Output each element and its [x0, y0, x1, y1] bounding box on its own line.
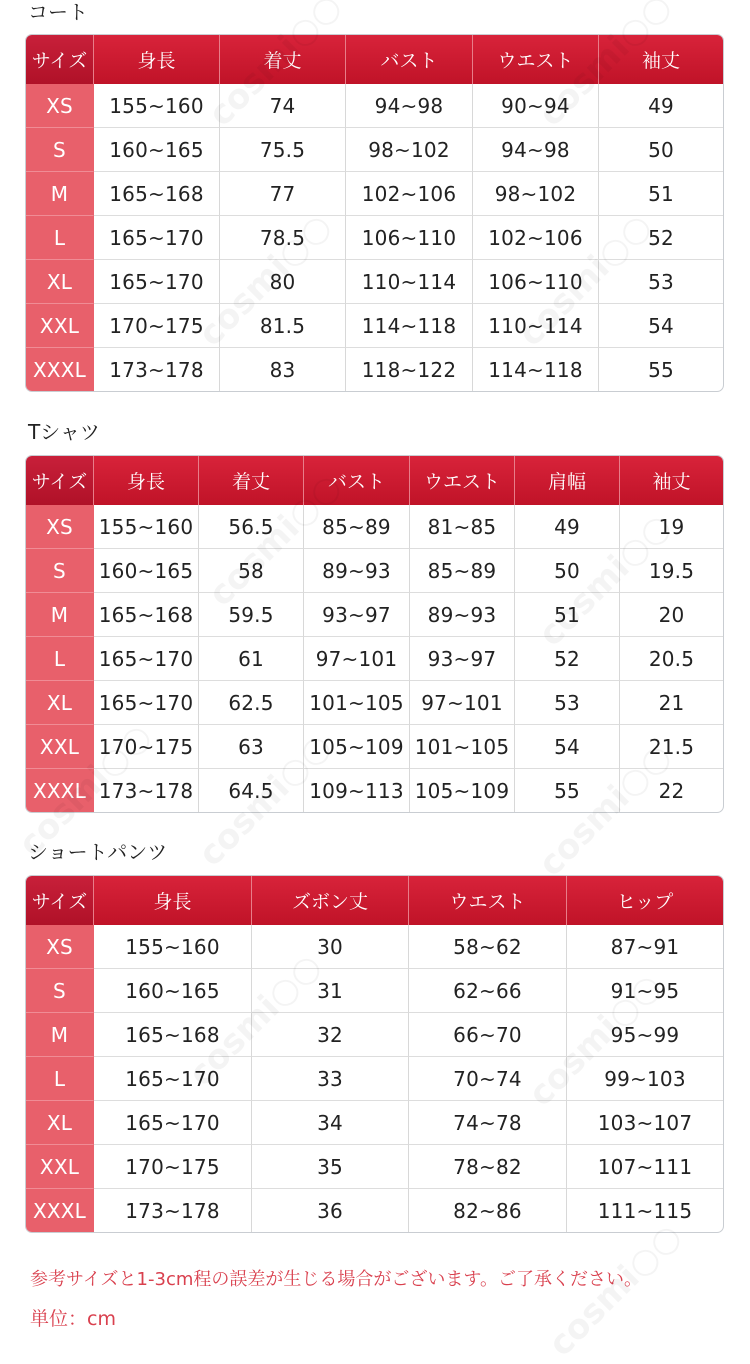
measurement-cell: 31 [252, 968, 409, 1012]
measurement-cell: 103~107 [567, 1100, 723, 1144]
measurement-cell: 102~106 [473, 215, 599, 259]
measurement-cell: 32 [252, 1012, 409, 1056]
column-header: サイズ [26, 876, 94, 925]
column-header: サイズ [26, 456, 94, 505]
measurement-cell: 110~114 [346, 259, 473, 303]
measurement-cell: 93~97 [410, 636, 515, 680]
column-header: ズボン丈 [252, 876, 409, 925]
measurement-cell: 53 [515, 680, 620, 724]
tshirt-section-title: Tシャツ [28, 420, 100, 444]
measurement-cell: 111~115 [567, 1188, 723, 1232]
measurement-cell: 64.5 [199, 768, 304, 812]
measurement-cell: 165~168 [94, 171, 220, 215]
measurement-cell: 110~114 [473, 303, 599, 347]
measurement-cell: 106~110 [346, 215, 473, 259]
measurement-cell: 97~101 [410, 680, 515, 724]
measurement-cell: 50 [515, 548, 620, 592]
measurement-cell: 66~70 [409, 1012, 567, 1056]
measurement-cell: 85~89 [410, 548, 515, 592]
measurement-cell: 165~170 [94, 680, 199, 724]
table-row [26, 215, 723, 259]
measurement-cell: 58~62 [409, 925, 567, 968]
measurement-cell: 62~66 [409, 968, 567, 1012]
measurement-cell: 82~86 [409, 1188, 567, 1232]
measurement-cell: 98~102 [346, 127, 473, 171]
measurement-cell: 165~170 [94, 636, 199, 680]
measurement-cell: 165~168 [94, 1012, 252, 1056]
column-header: 袖丈 [599, 35, 723, 84]
measurement-cell: 105~109 [410, 768, 515, 812]
measurement-cell: 51 [599, 171, 723, 215]
measurement-cell: 19 [658, 514, 685, 539]
column-header: 着丈 [199, 456, 304, 505]
measurement-cell: 155~160 [94, 925, 252, 968]
measurement-cell: 160~165 [94, 968, 252, 1012]
measurement-cell: 160~165 [94, 548, 199, 592]
measurement-cell: 101~105 [410, 724, 515, 768]
measurement-cell: 77 [220, 171, 346, 215]
measurement-cell: 106~110 [473, 259, 599, 303]
measurement-cell: 50 [599, 127, 723, 171]
measurement-cell: 102~106 [346, 171, 473, 215]
measurement-cell: 89~93 [304, 548, 410, 592]
table-row [26, 505, 723, 548]
measurement-cell: 85~89 [304, 505, 410, 548]
column-header: 着丈 [220, 35, 346, 84]
table-row [26, 1144, 723, 1188]
table-row [26, 127, 723, 171]
table-row [26, 1056, 723, 1100]
measurement-cell: 118~122 [346, 347, 473, 391]
measurement-cell: 81~85 [410, 505, 515, 548]
column-header: ウエスト [409, 876, 567, 925]
measurement-cell: 94~98 [346, 84, 473, 127]
measurement-cell: 62.5 [199, 680, 304, 724]
measurement-cell: 109~113 [304, 768, 410, 812]
measurement-cell: 53 [599, 259, 723, 303]
measurement-cell: 165~170 [94, 1056, 252, 1100]
table-row [26, 925, 723, 968]
size-label-cell: XS [26, 925, 94, 968]
measurement-cell: 78~82 [409, 1144, 567, 1188]
measurement-cell: 114~118 [346, 303, 473, 347]
table-row [26, 171, 723, 215]
measurement-cell: 21 [620, 680, 723, 724]
measurement-cell: 87~91 [610, 934, 680, 959]
size-label-cell: S [26, 127, 94, 171]
size-disclaimer-note: 参考サイズと1-3cm程の誤差が生じる場合がございます。ご了承ください。 [30, 1269, 642, 1290]
measurement-cell: 63 [199, 724, 304, 768]
size-label-cell: S [26, 968, 94, 1012]
measurement-cell: 33 [252, 1056, 409, 1100]
size-label-cell: XXL [26, 724, 94, 768]
measurement-cell: 34 [252, 1100, 409, 1144]
measurement-cell: 55 [599, 347, 723, 391]
measurement-cell: 54 [599, 303, 723, 347]
column-header: 肩幅 [515, 456, 620, 505]
size-label-cell: XXXL [26, 768, 94, 812]
size-label-cell: XXL [26, 1144, 94, 1188]
coat-size-table [25, 34, 724, 392]
measurement-cell: 98~102 [473, 171, 599, 215]
tshirt-size-table [25, 455, 724, 813]
measurement-cell: 78.5 [220, 215, 346, 259]
column-header: サイズ [26, 35, 94, 84]
column-header: バスト [304, 456, 410, 505]
measurement-cell: 81.5 [220, 303, 346, 347]
size-label-cell: XS [26, 84, 94, 127]
measurement-cell: 105~109 [304, 724, 410, 768]
size-label-cell: S [26, 548, 94, 592]
column-header: 身長 [94, 35, 220, 84]
measurement-cell: 90~94 [473, 84, 599, 127]
measurement-cell: 80 [220, 259, 346, 303]
measurement-cell: 59.5 [199, 592, 304, 636]
coat-section-title: コート [28, 0, 88, 24]
measurement-cell: 19.5 [620, 548, 723, 592]
measurement-cell: 58 [199, 548, 304, 592]
measurement-cell: 94~98 [473, 127, 599, 171]
measurement-cell: 75.5 [220, 127, 346, 171]
measurement-cell: 155~160 [94, 84, 220, 127]
column-header: ヒップ [567, 876, 723, 925]
column-header: 身長 [94, 456, 199, 505]
table-row [26, 768, 723, 812]
table-header-row [26, 35, 723, 84]
measurement-cell: 21.5 [620, 724, 723, 768]
size-label-cell: L [26, 215, 94, 259]
measurement-cell: 165~170 [94, 1100, 252, 1144]
table-row [26, 548, 723, 592]
measurement-cell: 95~99 [567, 1012, 723, 1056]
table-row [26, 636, 723, 680]
table-row [26, 347, 723, 391]
table-row [26, 303, 723, 347]
size-label-cell: XXL [26, 303, 94, 347]
measurement-cell: 91~95 [567, 968, 723, 1012]
measurement-cell: 165~168 [94, 592, 199, 636]
measurement-cell: 101~105 [304, 680, 410, 724]
measurement-cell: 49 [515, 505, 620, 548]
measurement-cell: 173~178 [94, 768, 199, 812]
measurement-cell: 61 [199, 636, 304, 680]
measurement-cell: 51 [515, 592, 620, 636]
measurement-cell: 49 [648, 93, 674, 118]
shorts-section-title: ショートパンツ [28, 840, 168, 864]
measurement-cell: 93~97 [304, 592, 410, 636]
measurement-cell: 70~74 [409, 1056, 567, 1100]
column-header: ウエスト [410, 456, 515, 505]
table-row [26, 968, 723, 1012]
table-header-row [26, 456, 723, 505]
size-label-cell: XXXL [26, 1188, 94, 1232]
column-header: 袖丈 [620, 456, 723, 505]
table-row [26, 724, 723, 768]
measurement-cell: 170~175 [94, 1144, 252, 1188]
measurement-cell: 89~93 [410, 592, 515, 636]
column-header: バスト [346, 35, 473, 84]
measurement-cell: 114~118 [473, 347, 599, 391]
measurement-cell: 173~178 [94, 1188, 252, 1232]
table-row [26, 259, 723, 303]
measurement-cell: 36 [252, 1188, 409, 1232]
unit-note: 単位：cm [30, 1308, 116, 1330]
measurement-cell: 20.5 [620, 636, 723, 680]
measurement-cell: 56.5 [199, 505, 304, 548]
size-label-cell: M [26, 171, 94, 215]
column-header: 身長 [94, 876, 252, 925]
measurement-cell: 74 [220, 84, 346, 127]
measurement-cell: 54 [515, 724, 620, 768]
measurement-cell: 35 [252, 1144, 409, 1188]
measurement-cell: 97~101 [304, 636, 410, 680]
measurement-cell: 107~111 [567, 1144, 723, 1188]
measurement-cell: 20 [620, 592, 723, 636]
size-label-cell: XS [26, 505, 94, 548]
measurement-cell: 52 [599, 215, 723, 259]
measurement-cell: 22 [620, 768, 723, 812]
measurement-cell: 52 [515, 636, 620, 680]
measurement-cell: 165~170 [94, 215, 220, 259]
measurement-cell: 55 [515, 768, 620, 812]
measurement-cell: 170~175 [94, 724, 199, 768]
measurement-cell: 170~175 [94, 303, 220, 347]
table-row [26, 1100, 723, 1144]
shorts-size-table [25, 875, 724, 1233]
table-row [26, 1012, 723, 1056]
table-header-row [26, 876, 723, 925]
size-label-cell: M [26, 592, 94, 636]
table-row [26, 84, 723, 127]
table-row [26, 1188, 723, 1232]
measurement-cell: 99~103 [567, 1056, 723, 1100]
size-label-cell: L [26, 636, 94, 680]
table-row [26, 680, 723, 724]
measurement-cell: 160~165 [94, 127, 220, 171]
measurement-cell: 74~78 [409, 1100, 567, 1144]
measurement-cell: 83 [220, 347, 346, 391]
measurement-cell: 173~178 [94, 347, 220, 391]
measurement-cell: 155~160 [94, 505, 199, 548]
size-label-cell: L [26, 1056, 94, 1100]
size-label-cell: XL [26, 259, 94, 303]
measurement-cell: 30 [252, 925, 409, 968]
size-label-cell: XL [26, 680, 94, 724]
table-row [26, 592, 723, 636]
size-label-cell: M [26, 1012, 94, 1056]
size-label-cell: XXXL [26, 347, 94, 391]
column-header: ウエスト [473, 35, 599, 84]
size-label-cell: XL [26, 1100, 94, 1144]
measurement-cell: 165~170 [94, 259, 220, 303]
